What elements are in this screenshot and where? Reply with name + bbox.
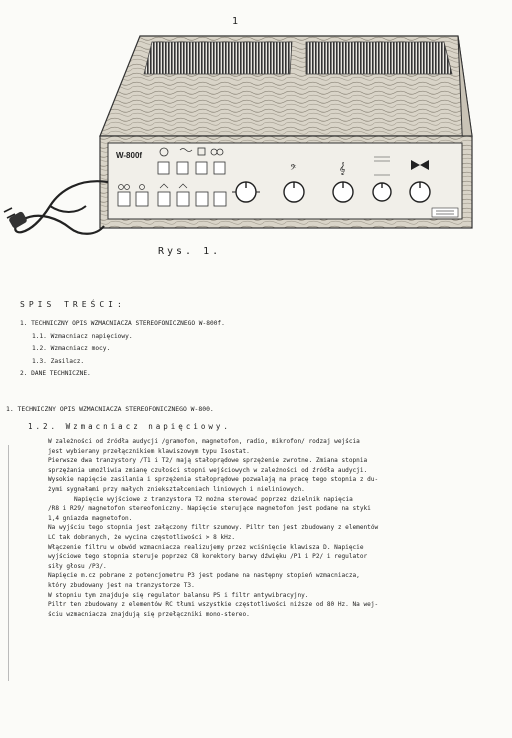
svg-text:𝄢: 𝄢 (290, 164, 297, 175)
body-line: W stopniu tym znajduje się regulator balansu P5 i filtr antywibracyjny. (48, 591, 309, 599)
power-cable (15, 181, 108, 234)
body-line: W zależności od źródła audycji /gramofon, magnetofon, radio, mikrofon/ rodzaj wejścia (48, 438, 360, 445)
body-line: Piltr ten zbudowany z elementów RC tłumi wszystkie częstotliwości niższe od 80 Hz. Na wej- (48, 601, 379, 609)
body-line: który zbudowany jest na tranzystorze T3. (48, 581, 195, 589)
vent-grille-left (144, 42, 292, 74)
margin-line (8, 445, 9, 681)
page-number: 1 (232, 16, 239, 27)
toc-item: 1.3. Zasilacz. (32, 357, 85, 365)
model-label: W-800f (116, 151, 143, 160)
body-line: Pierwsze dwa tranzystory /T1 i T2/ mają stałoprądowe sprzężenie zwrotne. Zmiana stopnia (48, 457, 368, 465)
toc-item: 2. DANE TECHNICZNE. (20, 370, 91, 377)
body-line: Włączenie filtru w obwód wzmacniacza realizujemy przez wciśnięcie klawisza D. Napięcie (48, 543, 364, 551)
body-line: Wysokie napięcie zasilania i sprzężenia stałoprądowe pozwalają na pracę tego stopnia z du- (48, 476, 379, 484)
section-body (48, 437, 500, 619)
svg-text:𝄞: 𝄞 (339, 162, 346, 175)
amplifier-illustration (0, 0, 512, 245)
figure-caption: Rys. 1. (158, 246, 222, 257)
body-line: /R8 i R29/ magnetofon stereofoniczny. Napięcie sterujące magnetofon jest podane na styki (48, 505, 371, 513)
knob-4 (373, 183, 391, 201)
body-line: żymi sygnałami przy małych zniekształceniach liniowych i nieliniowych. (48, 485, 305, 493)
body-line: siły głosu /P3/. (48, 562, 107, 570)
brand-badge (432, 208, 458, 217)
table-of-contents (20, 318, 500, 381)
power-plug (4, 208, 28, 229)
body-line: sprzężania umożliwia zmianę czułości stopni wejściowych w zależności od źródła audycji. (48, 466, 368, 474)
body-line: Napięcie wyjściowe z tranzystora T2 można sterować poprzez dzielnik napięcia (74, 495, 353, 503)
vent-grille-right (306, 42, 452, 74)
body-line: Napięcie m.cz pobrane z potencjometru P3 jest podane na następny stopień wzmacniacza, (48, 572, 360, 580)
toc-item: 1.2. Wzmacniacz mocy. (32, 345, 111, 352)
section-title: 1. TECHNICZNY OPIS WZMACNIACZA STEREOFONICZNEGO W-800. (6, 405, 214, 413)
toc-item: 1.1. Wzmacniacz napięciowy. (32, 332, 133, 340)
body-line: ściu wzmacniacza znajdują się przełączniki mono-stereo. (48, 610, 250, 618)
toc-item: 1. TECHNICZNY OPIS WZMACNIACZA STEREOFONICZNEGO W-800f. (20, 320, 225, 327)
body-line: Na wyjściu tego stopnia jest załączony filtr szumowy. Piltr ten jest zbudowany z elementów (48, 524, 379, 532)
toc-heading: SPIS TREŚCI: (20, 300, 126, 309)
body-line: wyjściowe tego stopnia steruje poprzez C8 korektory barwy dźwięku /P1 i P2/ i regulator (48, 553, 368, 561)
body-line: LC tak dobranych, że wycina częstotliwości > 8 kHz. (48, 533, 236, 541)
body-line: jest wybierany przełącznikiem klawiszowym typu Isostat. (48, 447, 250, 455)
body-line: 1,4 gniazda magnetofon. (48, 514, 133, 522)
subsection-title: 1.2. Wzmacniacz napięciowy. (28, 422, 231, 431)
